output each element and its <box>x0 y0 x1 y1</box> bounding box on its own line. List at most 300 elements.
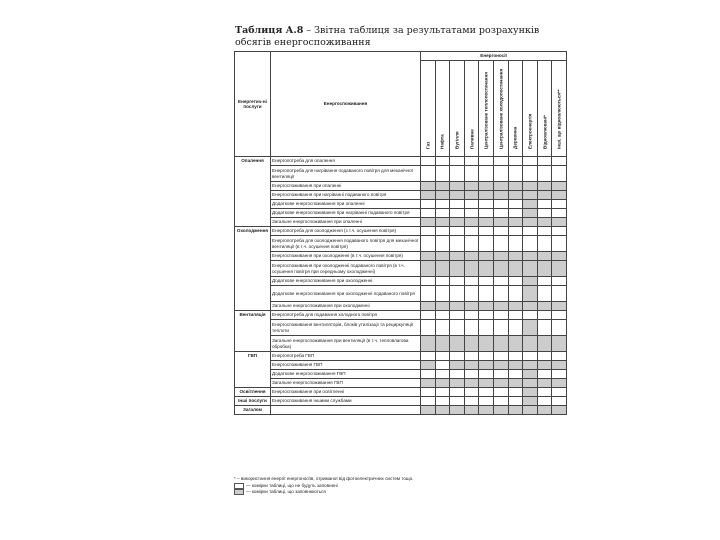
grey-cell <box>508 361 523 370</box>
blank-cell <box>435 157 450 166</box>
blank-cell <box>435 352 450 361</box>
grey-cell <box>479 261 494 277</box>
blank-cell <box>493 209 508 218</box>
energy-item: Додаткове енергоспоживання при опаленні <box>271 200 421 209</box>
energy-item: Загальне енергоспоживання ГВП <box>271 379 421 388</box>
table-row <box>235 397 567 406</box>
grey-cell <box>464 406 479 415</box>
energy-item: Енергопотреба для охолодження подаваного повітря для механічної вентиляції (в т.ч. осушення повітря) <box>271 236 421 252</box>
energy-item: Енергоспоживання при опаленні <box>271 182 421 191</box>
grey-cell <box>479 302 494 311</box>
energy-item <box>271 406 421 415</box>
energy-item: Енергопотреба ГВП <box>271 352 421 361</box>
energy-item: Додаткове енергоспоживання ГВП <box>271 370 421 379</box>
grey-cell <box>523 261 538 277</box>
energy-item: Енергопотреба для опалення <box>271 157 421 166</box>
grey-cell <box>450 336 465 352</box>
blank-cell <box>435 311 450 320</box>
blank-cell <box>450 286 465 302</box>
grey-cell <box>421 218 436 227</box>
service-cell: Вентиляція <box>235 311 271 352</box>
blank-cell <box>508 200 523 209</box>
grey-cell <box>537 302 552 311</box>
grey-cell <box>537 182 552 191</box>
grey-cell <box>421 336 436 352</box>
grey-cell <box>508 336 523 352</box>
blank-cell <box>464 370 479 379</box>
blank-cell <box>479 370 494 379</box>
grey-cell <box>537 191 552 200</box>
blank-cell <box>493 388 508 397</box>
grey-cell <box>493 261 508 277</box>
blank-cell <box>450 277 465 286</box>
blank-cell <box>508 166 523 182</box>
grey-cell <box>552 191 567 200</box>
table-row <box>235 200 567 209</box>
header-carrier <box>537 61 552 157</box>
blank-cell <box>493 320 508 336</box>
legend-note: * – використання енергії енергоносіїв, отриманої від фотоелектричних систем тощо. <box>234 476 414 481</box>
blank-cell <box>435 209 450 218</box>
energy-item: Енергопотреба для нагрівання подаваного повітря для механічної вентиляції <box>271 166 421 182</box>
grey-cell <box>552 336 567 352</box>
grey-cell <box>479 191 494 200</box>
grey-cell <box>479 406 494 415</box>
blank-cell <box>421 166 436 182</box>
table-row <box>235 157 567 166</box>
grey-swatch <box>234 489 244 495</box>
blank-cell <box>479 236 494 252</box>
blank-cell <box>537 397 552 406</box>
blank-cell <box>421 286 436 302</box>
blank-cell <box>435 286 450 302</box>
table-row <box>235 406 567 415</box>
grey-cell <box>493 302 508 311</box>
blank-cell <box>537 286 552 302</box>
grey-cell <box>552 361 567 370</box>
blank-cell <box>552 209 567 218</box>
header-carrier-label: Електроенергія <box>527 113 533 149</box>
grey-cell <box>450 191 465 200</box>
grey-cell <box>464 218 479 227</box>
blank-cell <box>493 227 508 236</box>
blank-cell <box>508 209 523 218</box>
header-energy: Енергоспоживання <box>271 52 421 157</box>
caption-text: – Звітна таблиця за результатами розрахунків обсягів енергоспоживання <box>235 25 540 48</box>
blank-cell <box>493 286 508 302</box>
blank-cell <box>479 388 494 397</box>
blank-cell <box>464 157 479 166</box>
table-row <box>235 336 567 352</box>
blank-cell <box>552 200 567 209</box>
table-row <box>235 191 567 200</box>
blank-cell <box>493 157 508 166</box>
energy-item: Енергопотреба для подавання холодного повітря <box>271 311 421 320</box>
blank-cell <box>435 320 450 336</box>
grey-cell <box>421 361 436 370</box>
grey-cell <box>493 191 508 200</box>
blank-cell <box>508 352 523 361</box>
service-cell: ГВП <box>235 352 271 388</box>
grey-cell <box>479 182 494 191</box>
blank-cell <box>508 311 523 320</box>
blank-cell <box>508 388 523 397</box>
blank-cell <box>537 166 552 182</box>
grey-cell <box>479 218 494 227</box>
header-carriers-group: Енергоносії <box>421 52 567 61</box>
white-swatch <box>234 483 244 489</box>
blank-cell <box>479 200 494 209</box>
blank-cell <box>537 352 552 361</box>
grey-cell <box>493 218 508 227</box>
blank-cell <box>435 370 450 379</box>
grey-cell <box>435 302 450 311</box>
blank-cell <box>479 352 494 361</box>
grey-cell <box>493 336 508 352</box>
blank-cell <box>421 320 436 336</box>
table-row <box>235 236 567 252</box>
grey-cell <box>435 406 450 415</box>
blank-cell <box>450 157 465 166</box>
blank-cell <box>464 388 479 397</box>
header-carrier <box>421 61 436 157</box>
blank-cell <box>552 320 567 336</box>
header-carrier <box>450 61 465 157</box>
grey-cell <box>552 182 567 191</box>
table-row <box>235 166 567 182</box>
energy-item: Енергоспоживання вентиляторів, блоків утилізації та рециркуляції теплоти <box>271 320 421 336</box>
grey-cell <box>537 379 552 388</box>
grey-cell <box>523 200 538 209</box>
blank-cell <box>464 200 479 209</box>
grey-cell <box>479 361 494 370</box>
header-carrier <box>523 61 538 157</box>
grey-cell <box>493 252 508 261</box>
grey-cell <box>552 261 567 277</box>
blank-cell <box>479 397 494 406</box>
header-carrier <box>552 61 567 157</box>
table-row <box>235 286 567 302</box>
blank-cell <box>450 166 465 182</box>
report-table <box>234 51 567 415</box>
blank-cell <box>421 397 436 406</box>
grey-cell <box>450 302 465 311</box>
blank-cell <box>508 370 523 379</box>
header-carrier <box>479 61 494 157</box>
grey-cell <box>523 302 538 311</box>
blank-cell <box>523 352 538 361</box>
blank-cell <box>479 311 494 320</box>
grey-cell <box>523 370 538 379</box>
blank-cell <box>435 166 450 182</box>
table-row <box>235 388 567 397</box>
blank-cell <box>450 209 465 218</box>
grey-cell <box>523 182 538 191</box>
blank-cell <box>450 236 465 252</box>
blank-cell <box>435 388 450 397</box>
blank-cell <box>537 209 552 218</box>
blank-cell <box>552 311 567 320</box>
table-row <box>235 227 567 236</box>
grey-cell <box>537 261 552 277</box>
header-carrier-label: Централізоване холодопостачання <box>498 68 504 149</box>
header-carrier <box>493 61 508 157</box>
table-row <box>235 352 567 361</box>
blank-cell <box>421 311 436 320</box>
grey-cell <box>464 191 479 200</box>
service-cell: Інші послуги <box>235 397 271 406</box>
table-row <box>235 218 567 227</box>
blank-cell <box>421 352 436 361</box>
grey-cell <box>464 379 479 388</box>
header-service: Енергетич-ні послуги <box>235 52 271 157</box>
blank-cell <box>523 157 538 166</box>
blank-cell <box>493 166 508 182</box>
energy-item: Додаткове енергоспоживання при охолодженні подаваного повітря <box>271 286 421 302</box>
grey-cell <box>435 336 450 352</box>
grey-cell <box>464 182 479 191</box>
grey-cell <box>508 252 523 261</box>
blank-cell <box>493 277 508 286</box>
blank-cell <box>537 320 552 336</box>
table-row <box>235 252 567 261</box>
grey-cell <box>523 336 538 352</box>
blank-cell <box>421 370 436 379</box>
blank-cell <box>435 236 450 252</box>
grey-cell <box>421 261 436 277</box>
blank-cell <box>450 352 465 361</box>
blank-cell <box>493 397 508 406</box>
blank-cell <box>464 352 479 361</box>
service-cell: Загалом <box>235 406 271 415</box>
service-cell: Опалення <box>235 157 271 227</box>
grey-cell <box>552 218 567 227</box>
table-row <box>235 320 567 336</box>
grey-cell <box>435 182 450 191</box>
grey-cell <box>537 336 552 352</box>
blank-cell <box>435 277 450 286</box>
header-carrier-label: Деревина <box>512 126 518 149</box>
blank-cell <box>537 157 552 166</box>
blank-cell <box>508 397 523 406</box>
blank-cell <box>508 157 523 166</box>
energy-item: Енергоспоживання при нагріванні подаваного повітря <box>271 191 421 200</box>
grey-cell <box>464 336 479 352</box>
blank-cell <box>450 227 465 236</box>
blank-cell <box>450 370 465 379</box>
grey-cell <box>523 209 538 218</box>
table-row <box>235 361 567 370</box>
table-row <box>235 261 567 277</box>
blank-cell <box>464 236 479 252</box>
blank-cell <box>435 200 450 209</box>
blank-cell <box>523 236 538 252</box>
blank-cell <box>552 388 567 397</box>
grey-cell <box>552 302 567 311</box>
grey-cell <box>450 261 465 277</box>
energy-item: Загальне енергоспоживання при вентиляції (в т.ч. тепловлагова обробка) <box>271 336 421 352</box>
grey-cell <box>523 320 538 336</box>
header-carrier-label: Централізоване теплопостачання <box>483 71 489 149</box>
header-carrier-label: Відновлювані* <box>541 114 547 149</box>
grey-cell <box>508 261 523 277</box>
grey-cell <box>450 406 465 415</box>
blank-cell <box>493 311 508 320</box>
blank-cell <box>421 277 436 286</box>
blank-cell <box>552 277 567 286</box>
energy-item: Енергоспоживання іншими службами <box>271 397 421 406</box>
grey-cell <box>508 406 523 415</box>
blank-cell <box>479 209 494 218</box>
blank-cell <box>421 236 436 252</box>
blank-cell <box>464 311 479 320</box>
blank-cell <box>537 200 552 209</box>
blank-cell <box>479 166 494 182</box>
grey-cell <box>493 361 508 370</box>
blank-cell <box>537 277 552 286</box>
energy-item: Додаткове енергоспоживання при нагріванні подаваного повітря <box>271 209 421 218</box>
blank-cell <box>464 277 479 286</box>
grey-cell <box>435 252 450 261</box>
grey-cell <box>421 302 436 311</box>
grey-cell <box>508 191 523 200</box>
grey-cell <box>450 252 465 261</box>
grey-cell <box>523 397 538 406</box>
blank-cell <box>523 227 538 236</box>
energy-item: Загальне енергоспоживання при охолодженні <box>271 302 421 311</box>
blank-cell <box>464 209 479 218</box>
grey-cell <box>537 218 552 227</box>
grey-cell <box>523 406 538 415</box>
service-cell: Освітлення <box>235 388 271 397</box>
header-carrier <box>464 61 479 157</box>
blank-cell <box>552 352 567 361</box>
grey-cell <box>523 191 538 200</box>
grey-cell <box>464 261 479 277</box>
blank-cell <box>537 370 552 379</box>
blank-cell <box>450 320 465 336</box>
grey-cell <box>493 379 508 388</box>
legend-grey-text: — комірки таблиці, що заповнюються <box>246 489 326 494</box>
blank-cell <box>464 166 479 182</box>
legend <box>234 476 574 496</box>
blank-cell <box>479 157 494 166</box>
grey-cell <box>435 191 450 200</box>
table-row <box>235 302 567 311</box>
blank-cell <box>421 209 436 218</box>
grey-cell <box>450 218 465 227</box>
blank-cell <box>552 397 567 406</box>
grey-cell <box>479 252 494 261</box>
grey-cell <box>479 336 494 352</box>
blank-cell <box>450 388 465 397</box>
energy-item: Енергоспоживання при освітленні <box>271 388 421 397</box>
grey-cell <box>523 361 538 370</box>
grey-cell <box>450 379 465 388</box>
blank-cell <box>493 200 508 209</box>
grey-cell <box>479 379 494 388</box>
table-row <box>235 277 567 286</box>
service-cell: Охолодження <box>235 227 271 311</box>
grey-cell <box>450 361 465 370</box>
grey-cell <box>552 379 567 388</box>
blank-cell <box>523 311 538 320</box>
blank-cell <box>464 227 479 236</box>
grey-cell <box>493 406 508 415</box>
header-carrier-label: Нафта <box>439 134 445 149</box>
grey-cell <box>464 361 479 370</box>
blank-cell <box>450 397 465 406</box>
blank-cell <box>493 236 508 252</box>
energy-item: Енергоспоживання при охолодженні (в т.ч. осушення повітря) <box>271 252 421 261</box>
grey-cell <box>464 302 479 311</box>
blank-cell <box>450 200 465 209</box>
table-row <box>235 182 567 191</box>
header-carrier <box>435 61 450 157</box>
grey-cell <box>435 218 450 227</box>
grey-cell <box>537 361 552 370</box>
blank-cell <box>435 361 450 370</box>
blank-cell <box>450 311 465 320</box>
grey-cell <box>493 182 508 191</box>
grey-cell <box>421 379 436 388</box>
table-row <box>235 209 567 218</box>
grey-cell <box>421 182 436 191</box>
grey-cell <box>421 191 436 200</box>
blank-cell <box>435 227 450 236</box>
legend-white-text: — комірки таблиці, що не будуть заповнені <box>246 482 338 488</box>
blank-cell <box>508 320 523 336</box>
grey-cell <box>523 388 538 397</box>
header-carrier-label: Інші, що відновлюються** <box>556 89 562 149</box>
grey-cell <box>523 252 538 261</box>
grey-cell <box>421 252 436 261</box>
blank-cell <box>421 227 436 236</box>
grey-cell <box>508 379 523 388</box>
report-table-container <box>234 51 566 415</box>
blank-cell <box>552 166 567 182</box>
blank-cell <box>552 370 567 379</box>
grey-cell <box>508 182 523 191</box>
energy-item: Енергопотреба для охолодження (з т.ч. осушення повітря) <box>271 227 421 236</box>
grey-cell <box>523 277 538 286</box>
blank-cell <box>508 286 523 302</box>
header-carrier-label: Вугілля <box>454 131 460 149</box>
blank-cell <box>552 286 567 302</box>
blank-cell <box>552 157 567 166</box>
blank-cell <box>479 320 494 336</box>
grey-cell <box>537 406 552 415</box>
grey-cell <box>508 218 523 227</box>
table-row <box>235 370 567 379</box>
table-row <box>235 311 567 320</box>
blank-cell <box>421 200 436 209</box>
blank-cell <box>552 227 567 236</box>
blank-cell <box>479 277 494 286</box>
caption-label: Таблиця А.8 <box>235 25 304 36</box>
energy-item: Загальне енергоспоживання при опаленні <box>271 218 421 227</box>
blank-cell <box>464 320 479 336</box>
header-carrier-label: Газ <box>425 141 431 149</box>
grey-cell <box>435 261 450 277</box>
blank-cell <box>508 227 523 236</box>
legend-grey-row <box>234 489 574 496</box>
grey-cell <box>523 218 538 227</box>
blank-cell <box>537 227 552 236</box>
blank-cell <box>508 236 523 252</box>
blank-cell <box>479 286 494 302</box>
blank-cell <box>464 286 479 302</box>
